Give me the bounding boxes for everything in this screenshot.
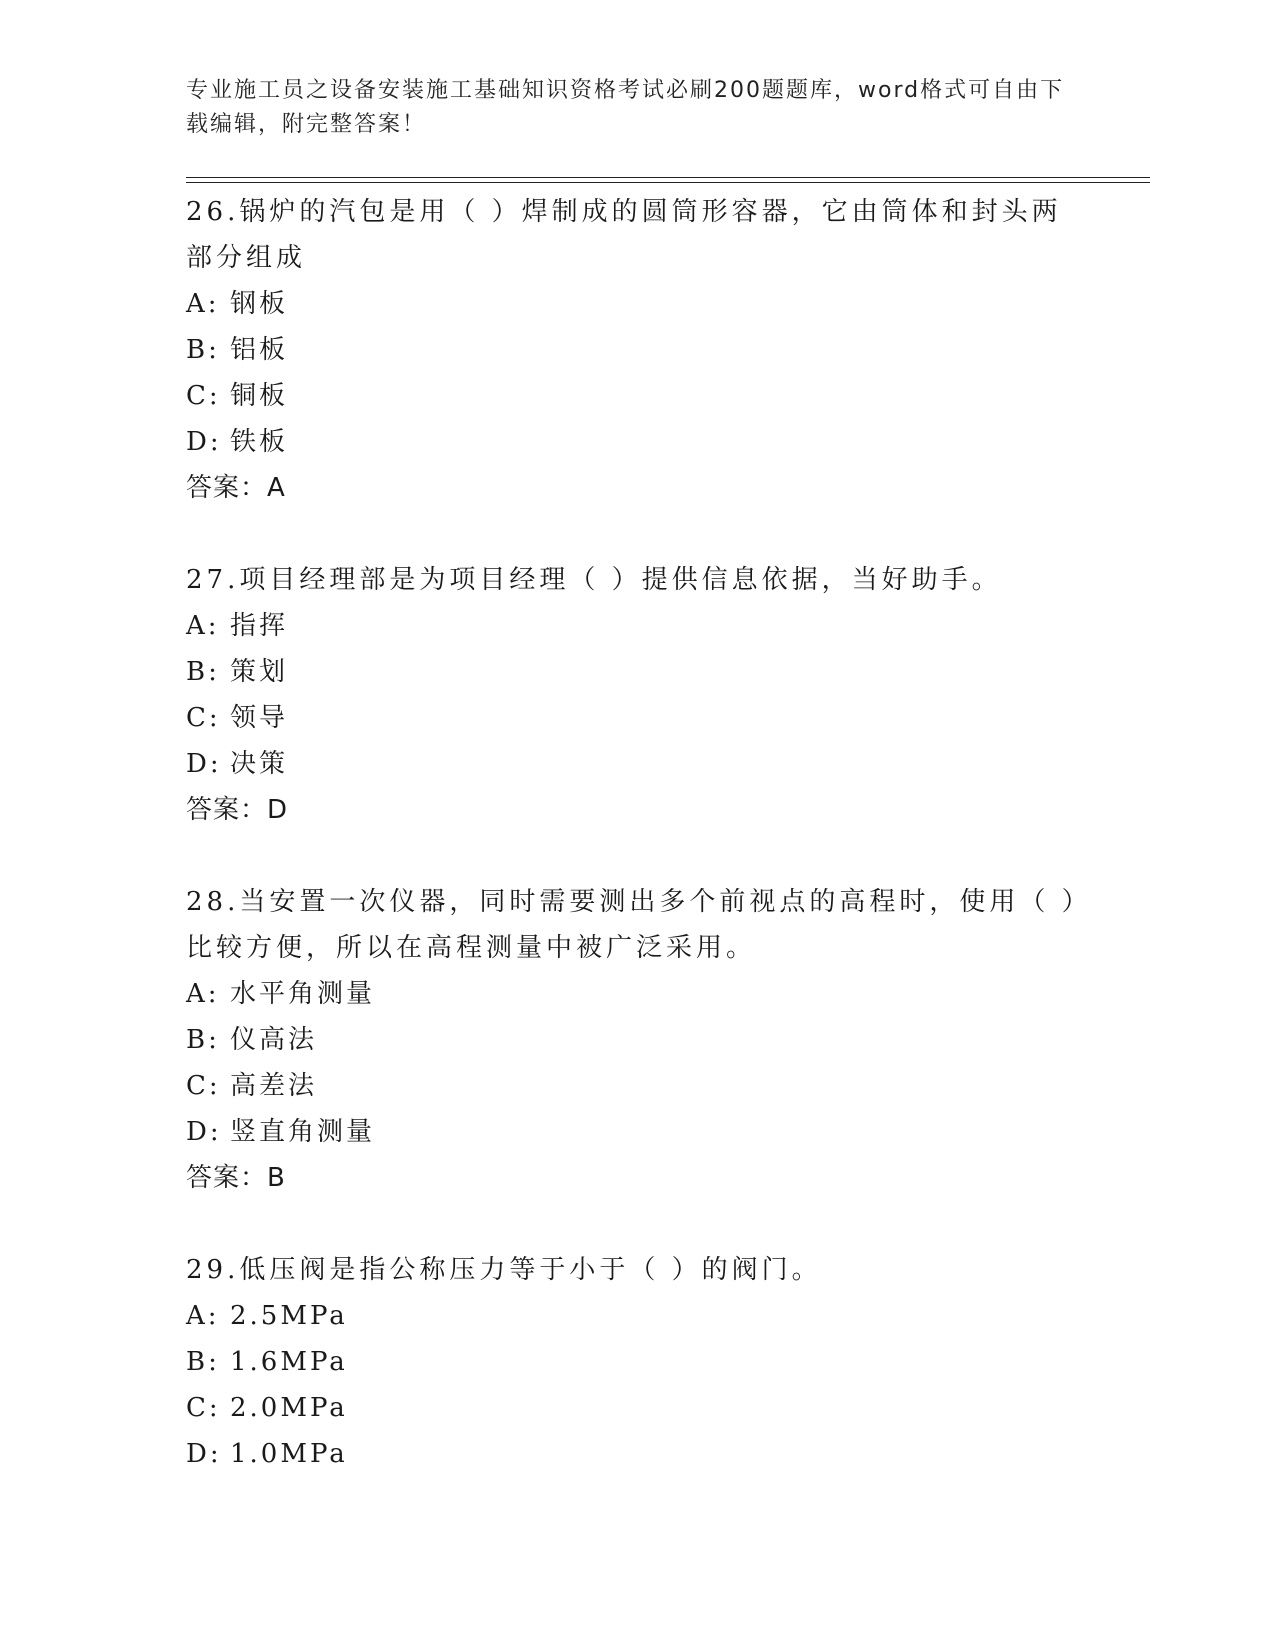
option-letter: C: xyxy=(186,381,221,411)
option-d xyxy=(186,741,1086,787)
option-text: 水平角测量 xyxy=(230,979,376,1009)
question-list xyxy=(186,189,1086,1477)
option-text: 领导 xyxy=(230,703,289,733)
answer-line: 答案：A xyxy=(186,473,286,503)
question-29 xyxy=(186,1247,1086,1477)
option-a xyxy=(186,603,1086,649)
option-letter: C: xyxy=(186,1393,221,1423)
option-letter: D: xyxy=(186,1117,222,1147)
option-d xyxy=(186,1109,1086,1155)
option-a xyxy=(186,971,1086,1017)
option-b xyxy=(186,649,1086,695)
option-letter: D: xyxy=(186,749,222,779)
option-text: 铜板 xyxy=(230,381,289,411)
option-letter: A: xyxy=(186,1301,220,1331)
option-letter: D: xyxy=(186,1439,222,1469)
question-stem: 28.当安置一次仪器，同时需要测出多个前视点的高程时，使用（ ）比较方便，所以在高程测量中被广泛采用。 xyxy=(186,887,1079,963)
option-letter: B: xyxy=(186,1347,220,1377)
option-text: 指挥 xyxy=(230,611,289,641)
option-b xyxy=(186,1339,1086,1385)
option-d xyxy=(186,419,1086,465)
option-c xyxy=(186,1385,1086,1431)
option-letter: B: xyxy=(186,657,220,687)
option-text: 铁板 xyxy=(230,427,289,457)
option-text: 钢板 xyxy=(230,289,289,319)
option-c xyxy=(186,373,1086,419)
question-27 xyxy=(186,557,1086,833)
option-text: 2.0MPa xyxy=(230,1393,348,1423)
option-c xyxy=(186,695,1086,741)
option-text: 2.5MPa xyxy=(230,1301,348,1331)
header-divider-bottom xyxy=(186,182,1150,183)
option-letter: A: xyxy=(186,611,220,641)
option-a xyxy=(186,1293,1086,1339)
option-letter: B: xyxy=(186,335,220,365)
question-28 xyxy=(186,879,1086,1201)
option-letter: A: xyxy=(186,979,220,1009)
document-header: 专业施工员之设备安装施工基础知识资格考试必刷200题题库，word格式可自由下载编辑，附完整答案！ xyxy=(186,78,1065,137)
question-stem: 27.项目经理部是为项目经理（ ）提供信息依据，当好助手。 xyxy=(186,565,1002,595)
option-c xyxy=(186,1063,1086,1109)
option-text: 铝板 xyxy=(230,335,289,365)
option-text: 决策 xyxy=(230,749,289,779)
option-text: 高差法 xyxy=(230,1071,318,1101)
option-d xyxy=(186,1431,1086,1477)
option-letter: C: xyxy=(186,1071,221,1101)
option-a xyxy=(186,281,1086,327)
option-letter: A: xyxy=(186,289,220,319)
option-text: 仪高法 xyxy=(230,1025,318,1055)
option-b xyxy=(186,1017,1086,1063)
option-text: 策划 xyxy=(230,657,289,687)
answer-line: 答案：B xyxy=(186,1163,286,1193)
option-text: 1.6MPa xyxy=(230,1347,348,1377)
option-letter: B: xyxy=(186,1025,220,1055)
option-text: 1.0MPa xyxy=(230,1439,348,1469)
option-text: 竖直角测量 xyxy=(230,1117,376,1147)
question-stem: 26.锅炉的汽包是用（ ）焊制成的圆筒形容器，它由筒体和封头两部分组成 xyxy=(186,197,1062,273)
option-letter: C: xyxy=(186,703,221,733)
question-stem: 29.低压阀是指公称压力等于小于（ ）的阀门。 xyxy=(186,1255,822,1285)
option-b xyxy=(186,327,1086,373)
header-divider-top xyxy=(186,177,1150,178)
answer-line: 答案：D xyxy=(186,795,289,825)
option-letter: D: xyxy=(186,427,222,457)
question-26 xyxy=(186,189,1086,511)
